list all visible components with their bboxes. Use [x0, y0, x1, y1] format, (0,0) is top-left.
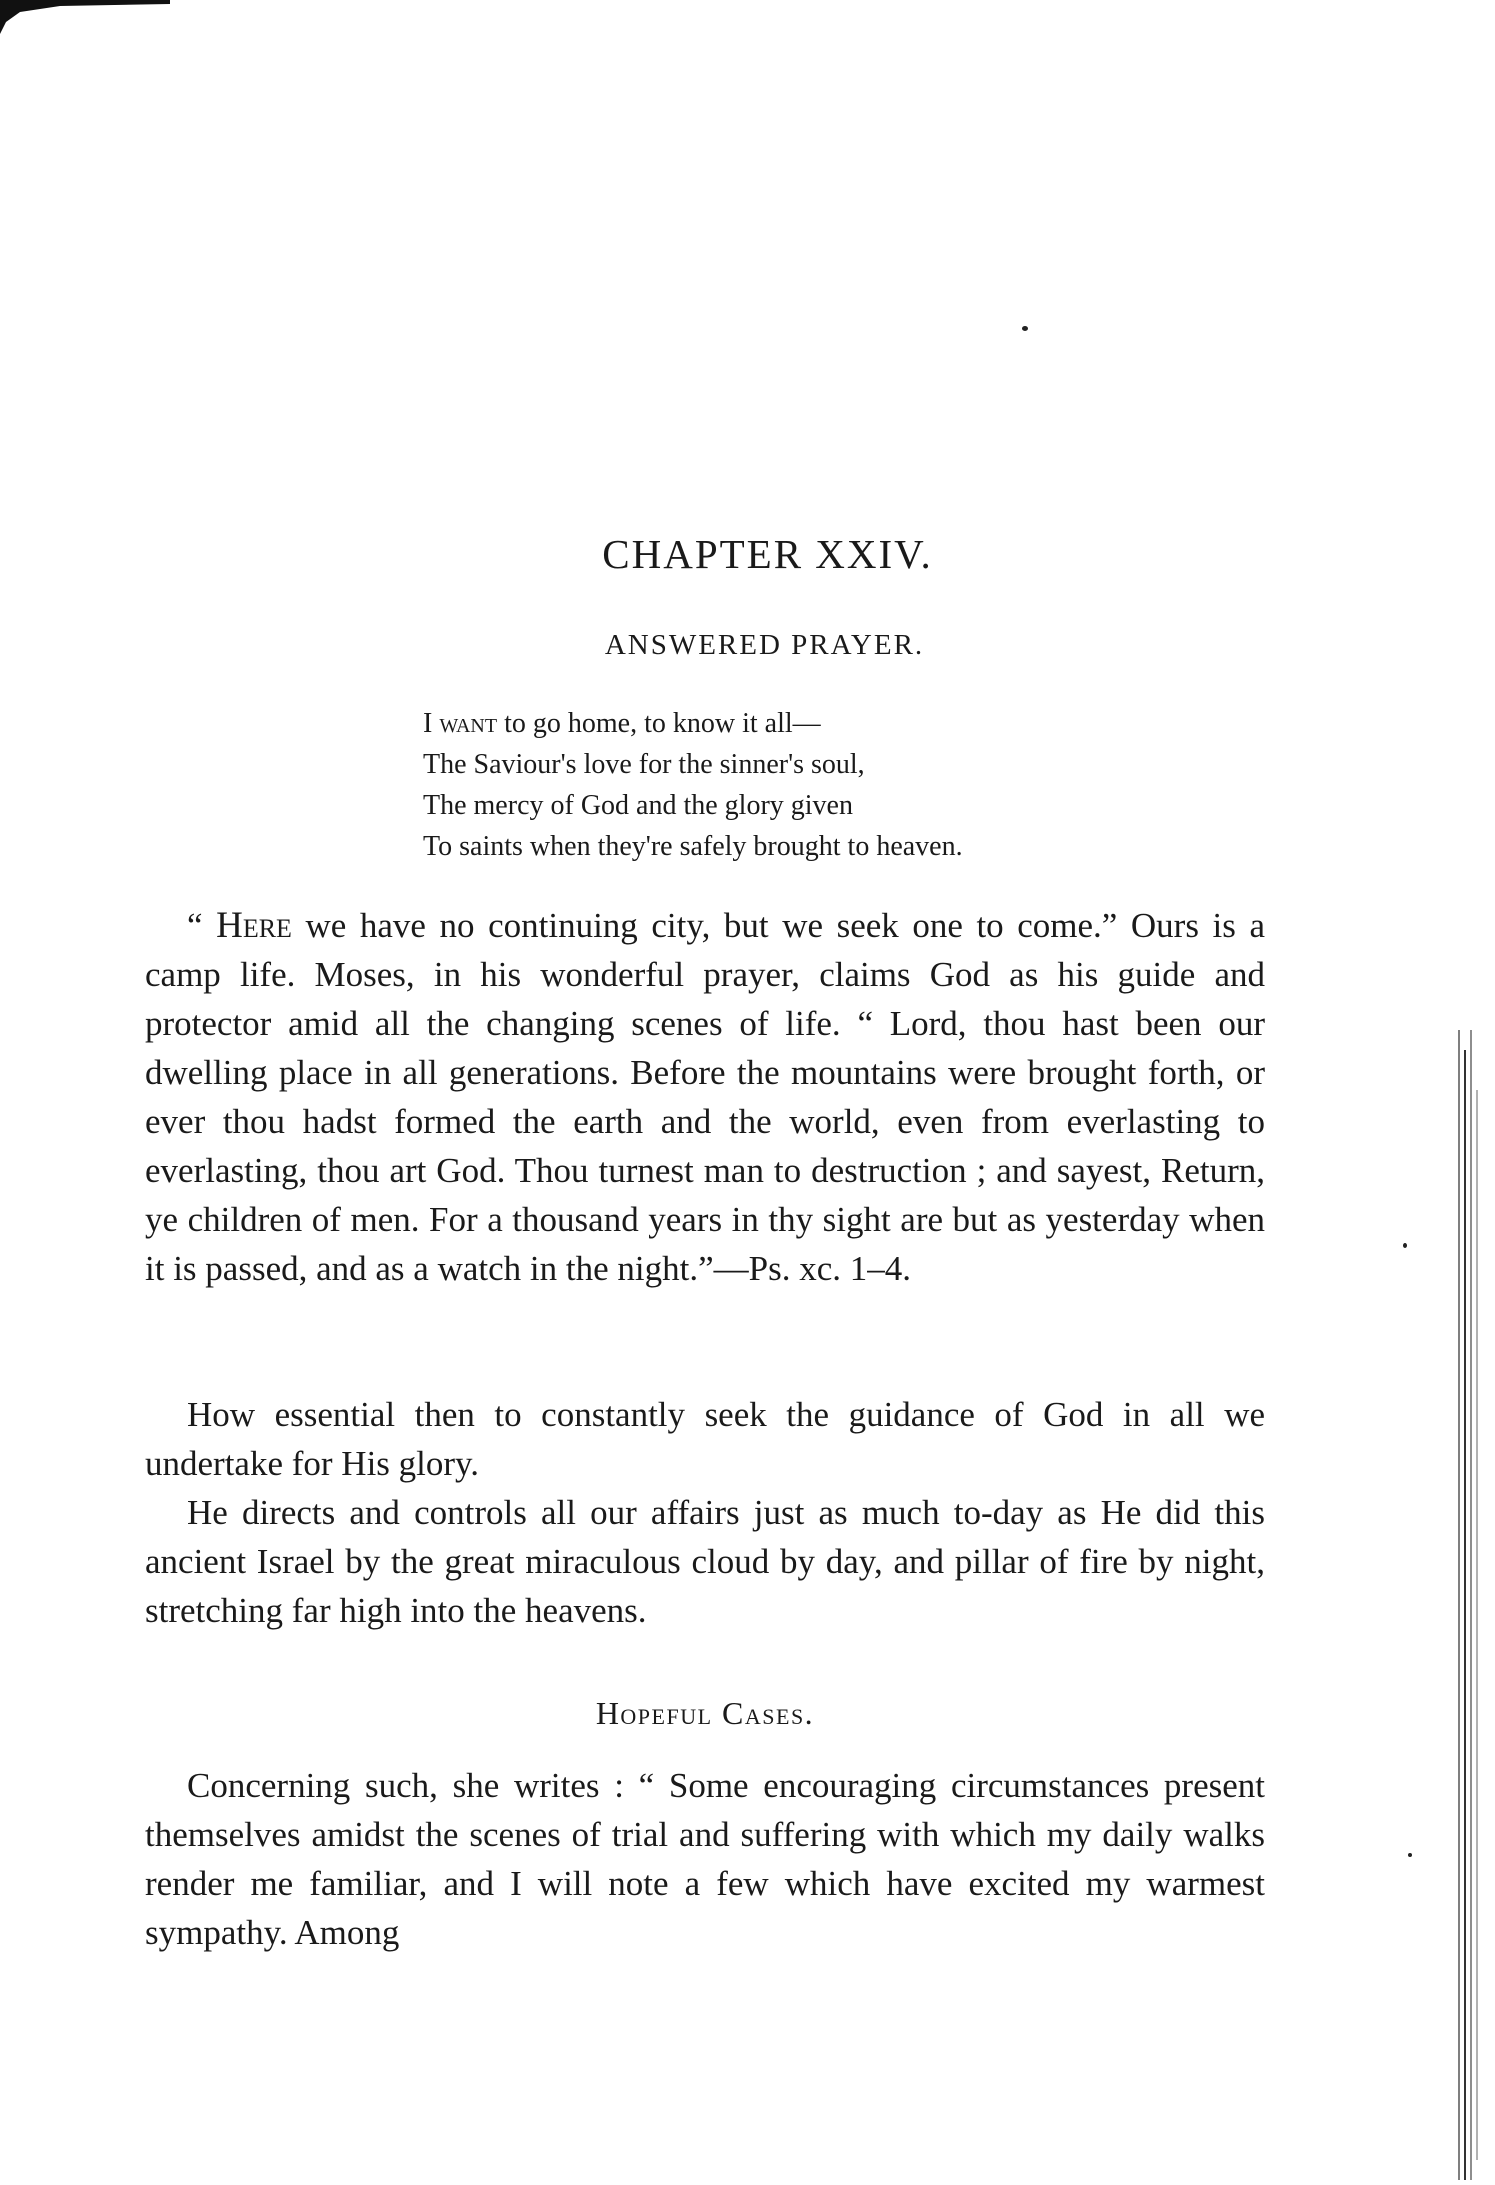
chapter-subtitle: ANSWERED PRAYER. — [604, 629, 925, 661]
scan-speck — [1408, 1853, 1412, 1857]
page-edge-artifact — [1455, 1030, 1485, 2180]
scan-speck — [1022, 326, 1028, 331]
open-quote: “ — [187, 906, 217, 945]
scan-speck — [1403, 1243, 1407, 1248]
scan-corner-artifact — [0, 0, 170, 34]
poem-line: The mercy of God and the glory given — [423, 790, 853, 821]
paragraph-lead-word: Here — [216, 905, 292, 946]
section-heading: Hopeful Cases. — [595, 1695, 815, 1731]
poem-line-text: to go home, to know it all— — [497, 708, 821, 739]
chapter-title: CHAPTER XXIV. — [602, 531, 933, 577]
paragraph: How essential then to constantly seek the guidance of God in all we undertake for His glory. — [145, 1395, 1265, 1483]
poem-line — [423, 703, 1143, 744]
paragraph: He directs and controls all our affairs just as much to-day as He did this ancient Israel by the great miraculous cloud by day, and pillar of fire by night, stretching far high into the heavens. — [145, 1493, 1265, 1630]
poem-line: The Saviour's love for the sinner's soul, — [423, 749, 865, 780]
poem-lead-words: I want — [423, 708, 498, 739]
poem-line: To saints when they're safely brought to heaven. — [423, 831, 963, 862]
paragraph: Concerning such, she writes : “ Some encouraging circumstances present themselves amidst the scenes of trial and suffering with which my daily walks render me familiar, and I will note a few which have excited my warmest sympathy. Among — [145, 1766, 1265, 1952]
epigraph-poem — [423, 703, 1143, 867]
paragraph-text: we have no continuing city, but we seek one to come.” Ours is a camp life. Moses, in his wonderful prayer, claims God as his guide and protector amid all the changing scenes of life. “ Lord, thou hast been our dwelling place in all generations. Before the mountains were brought forth, or ever thou hadst formed the earth and the world, even from everlasting to everlasting, thou art God. Thou turnest man to destruction ; and sayest, Return, ye children of men. For a thousand years in thy sight are but as yesterday when it is passed, and as a watch in the night.”—Ps. xc. 1–4. — [145, 906, 1265, 1288]
paragraph — [145, 901, 1265, 1293]
